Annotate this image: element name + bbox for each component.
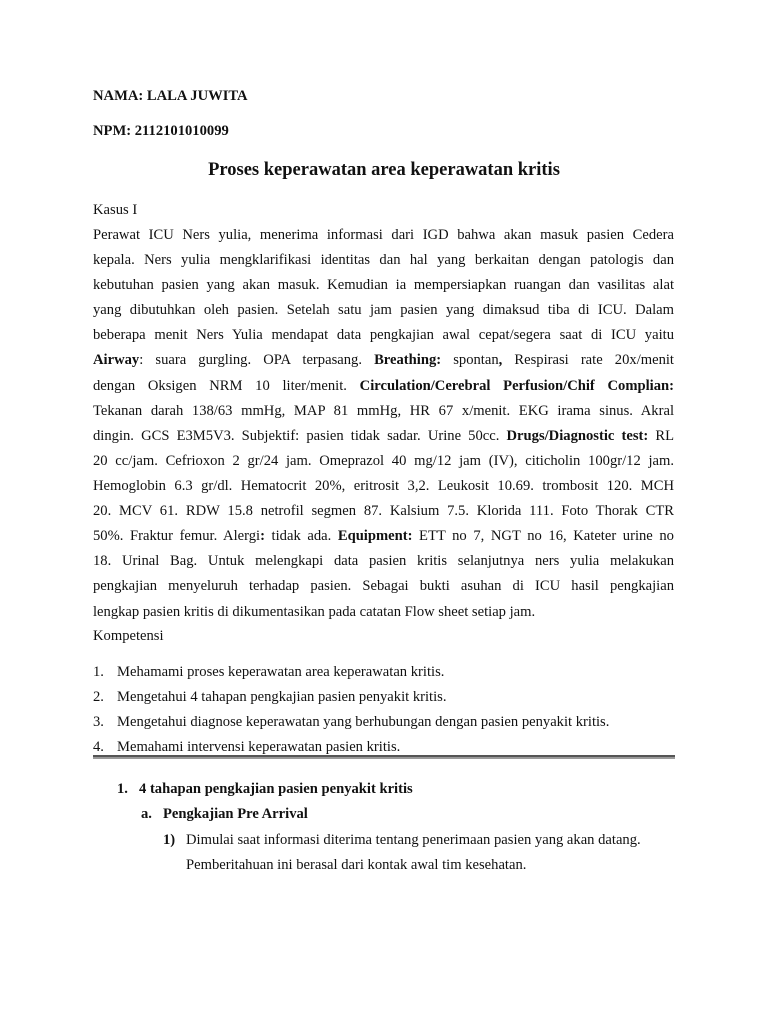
case-line: yang dibutuhkan oleh pasien. Setelah satu jam pasien yang dimaksud tiba di ICU. Dalam (93, 302, 674, 318)
case-text: , (498, 352, 503, 368)
airway-label: Airway (93, 352, 140, 368)
case-line (93, 427, 674, 445)
section-heading (117, 780, 413, 798)
section-title: 4 tahapan pengkajian pasien penyakit kritis (139, 781, 413, 797)
case-text: Respirasi rate 20x/menit (502, 352, 674, 368)
case-text: tidak ada. (264, 528, 338, 544)
list-item (93, 663, 444, 681)
case-text: RL (648, 428, 674, 444)
student-npm: NPM: 2112101010099 (93, 123, 229, 139)
case-line: 18. Urinal Bag. Untuk melengkapi data pasien kritis selanjutnya ners yulia melakukan (93, 553, 674, 569)
case-text: dengan Oksigen NRM 10 liter/menit. (93, 378, 360, 394)
item-continuation: Pemberitahuan ini berasal dari kontak awal tim kesehatan. (186, 857, 527, 873)
case-text: ETT no 7, NGT no 16, Kateter urine no (412, 528, 674, 544)
student-name: NAMA: LALA JUWITA (93, 88, 248, 104)
case-line: kebutuhan pasien yang akan masuk. Kemudian ia mempersiapkan ruangan dan vasilitas alat (93, 277, 674, 293)
list-item (93, 713, 609, 731)
case-line: pengkajian menyeluruh terhadap pasien. Sebagai bukti asuhan di ICU hasil pengkajian (93, 578, 674, 594)
case-text: 50%. Fraktur femur. Alergi (93, 528, 261, 544)
case-line: kepala. Ners yulia mengklarifikasi identitas dan hal yang berkaitan dengan patologis dan (93, 252, 674, 268)
drugs-label: Drugs/Diagnostic test: (506, 428, 649, 444)
circulation-label: Circulation/Cerebral Perfusion/Chif Complian: (359, 378, 674, 394)
case-line: 20 cc/jam. Cefrioxon 2 gr/24 jam. Omeprazol 40 mg/12 jam (IV), citicholin 100gr/12 jam. (93, 453, 674, 469)
case-text: : suara gurgling. OPA terpasang. (139, 352, 375, 368)
list-number: 4. (93, 739, 104, 755)
list-number: 1. (93, 664, 104, 680)
list-item (93, 738, 400, 756)
item-text: Dimulai saat informasi diterima tentang penerimaan pasien yang akan datang. (186, 832, 641, 848)
case-line (93, 351, 674, 369)
competence-heading: Kompetensi (93, 628, 164, 644)
subsection-title: Pengkajian Pre Arrival (163, 806, 308, 822)
case-text: dingin. GCS E3M5V3. Subjektif: pasien tidak sadar. Urine 50cc. (93, 428, 507, 444)
case-text: : (260, 528, 265, 544)
case-line (93, 377, 674, 395)
numbered-item (163, 831, 641, 849)
list-text: Mengetahui 4 tahapan pengkajian pasien penyakit kritis. (117, 689, 447, 705)
case-line (93, 527, 674, 545)
list-number: 2. (93, 689, 104, 705)
case-text: spontan (441, 352, 499, 368)
list-text: Memahami intervensi keperawatan pasien kritis. (117, 739, 401, 755)
case-line: beberapa menit Ners Yulia mendapat data pengkajian awal cepat/segera saat di ICU yaitu (93, 327, 674, 343)
case-line: Tekanan darah 138/63 mmHg, MAP 81 mmHg, HR 67 x/menit. EKG irama sinus. Akral (93, 403, 674, 419)
item-number: 1) (163, 832, 176, 848)
section-number: 1. (117, 781, 128, 797)
breathing-label: Breathing: (374, 352, 442, 368)
list-text: Mengetahui diagnose keperawatan yang berhubungan dengan pasien penyakit kritis. (117, 714, 610, 730)
list-number: 3. (93, 714, 104, 730)
subsection-heading (141, 805, 308, 823)
case-line: lengkap pasien kritis di dikumentasikan pada catatan Flow sheet setiap jam. (93, 604, 536, 620)
case-heading: Kasus I (93, 202, 138, 218)
list-item (93, 688, 446, 706)
list-text: Mehamami proses keperawatan area keperawatan kritis. (117, 664, 445, 680)
case-line: Hemoglobin 6.3 gr/dl. Hematocrit 20%, eritrosit 3,2. Leukosit 10.69. trombosit 120. MCH (93, 478, 674, 494)
page-title: Proses keperawatan area keperawatan kritis (208, 160, 560, 180)
case-line: 20. MCV 61. RDW 15.8 netrofil segmen 87. Kalsium 7.5. Klorida 111. Foto Thorak CTR (93, 503, 674, 519)
equipment-label: Equipment: (337, 528, 413, 544)
horizontal-rule (93, 755, 675, 759)
case-line: Perawat ICU Ners yulia, menerima informasi dari IGD bahwa akan masuk pasien Cedera (93, 227, 674, 243)
subsection-number: a. (141, 806, 152, 822)
